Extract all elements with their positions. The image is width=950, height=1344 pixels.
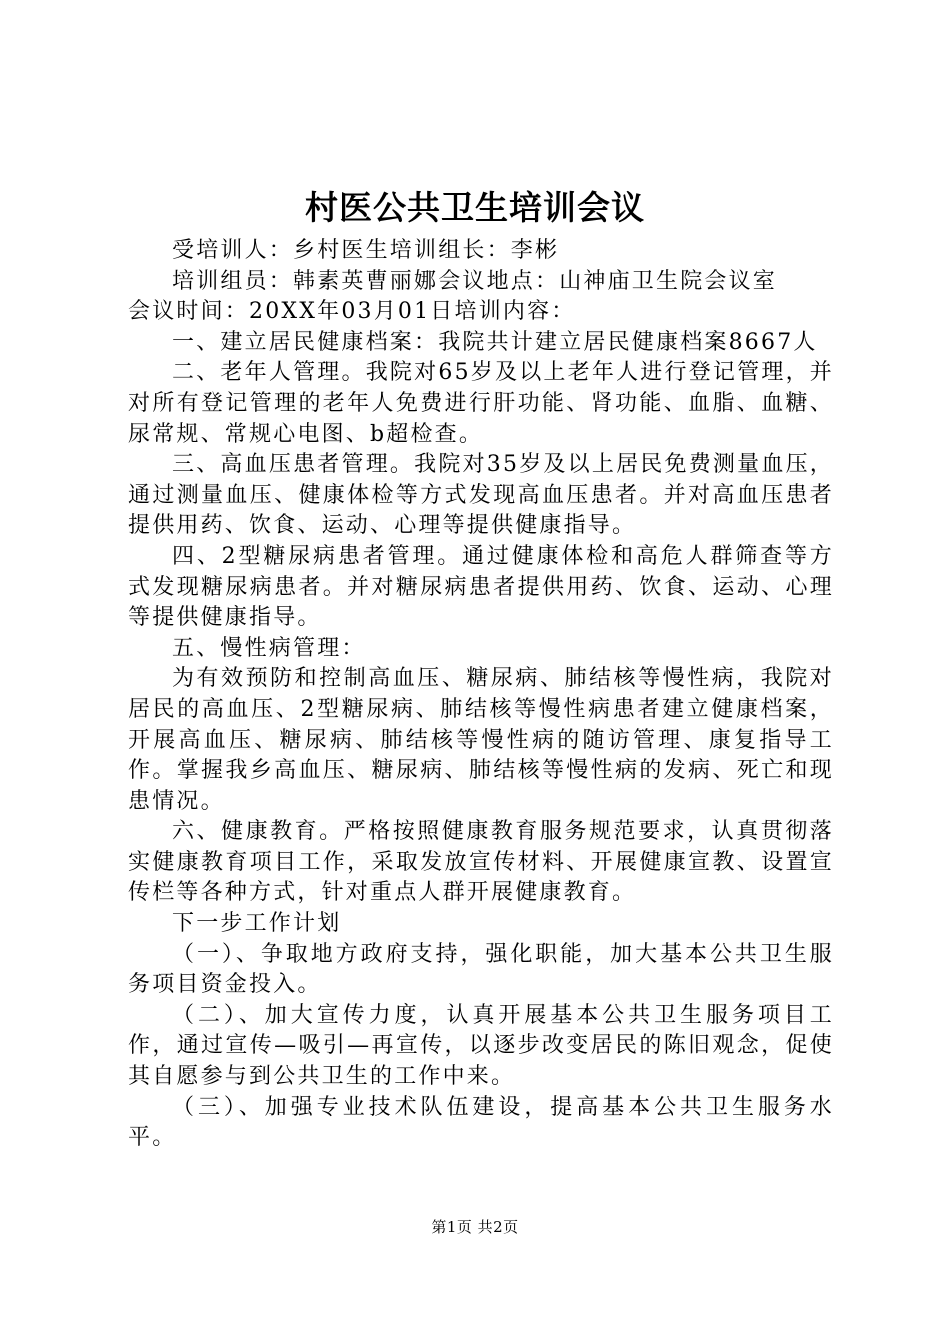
paragraph-item-5-heading: 五、慢性病管理： xyxy=(172,635,366,661)
document-title: 村医公共卫生培训会议 xyxy=(305,188,645,227)
paragraph-members: 培训组员：韩素英曹丽娜会议地点：山神庙卫生院会议室 xyxy=(172,268,778,294)
paragraph-plan-1: （一）、争取地方政府支持，强化职能，加大基本公共卫生服务项目资金投入。 xyxy=(128,941,834,998)
page-footer: 第1页 共2页 xyxy=(431,1218,519,1236)
paragraph-meeting-time: 会议时间：20XX年03月01日培训内容： xyxy=(128,299,576,325)
paragraph-item-1: 一、建立居民健康档案：我院共计建立居民健康档案8667人 xyxy=(172,329,818,355)
paragraph-plan-3: （三）、加强专业技术队伍建设，提高基本公共卫生服务水平。 xyxy=(128,1094,834,1151)
paragraph-next-steps-heading: 下一步工作计划 xyxy=(172,911,342,937)
paragraph-trainees: 受培训人：乡村医生培训组长：李彬 xyxy=(172,238,560,263)
paragraph-plan-2: （二）、加大宣传力度，认真开展基本公共卫生服务项目工作，通过宣传—吸引—再宣传，以逐步改变居民的陈旧观念，促使其自愿参与到公共卫生的工作中来。 xyxy=(128,1002,834,1090)
paragraph-item-2: 二、老年人管理。我院对65岁及以上老年人进行登记管理，并对所有登记管理的老年人免费进行肝功能、肾功能、血脂、血糖、尿常规、常规心电图、b超检查。 xyxy=(128,360,834,447)
paragraph-item-5-body: 为有效预防和控制高血压、糖尿病、肺结核等慢性病，我院对居民的高血压、2型糖尿病、肺结核等慢性病患者建立健康档案，开展高血压、糖尿病、肺结核等慢性病的随访管理、康复指导工作。掌握我乡高血压、糖尿病、肺结核等慢性病的发病、死亡和现患情况。 xyxy=(128,666,834,814)
paragraph-item-6: 六、健康教育。严格按照健康教育服务规范要求，认真贯彻落实健康教育项目工作，采取发放宣传材料、开展健康宣教、设置宣传栏等各种方式，针对重点人群开展健康教育。 xyxy=(128,819,834,906)
paragraph-item-4: 四、2型糖尿病患者管理。通过健康体检和高危人群筛查等方式发现糖尿病患者。并对糖尿病患者提供用药、饮食、运动、心理等提供健康指导。 xyxy=(128,543,834,631)
document-body xyxy=(128,236,834,1154)
paragraph-item-3: 三、高血压患者管理。我院对35岁及以上居民免费测量血压，通过测量血压、健康体检等方式发现高血压患者。并对高血压患者提供用药、饮食、运动、心理等提供健康指导。 xyxy=(128,452,834,539)
